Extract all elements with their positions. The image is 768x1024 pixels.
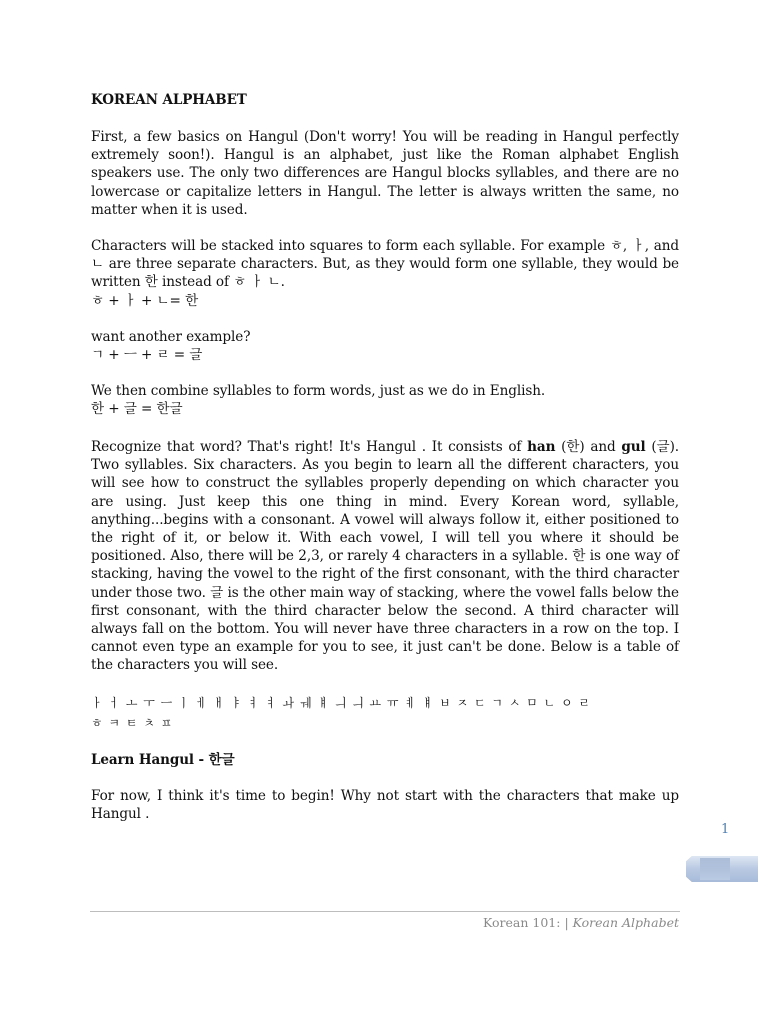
paragraph-begin: For now, I think it's time to begin! Why not start with the characters that make up Hangul .: [91, 787, 679, 822]
jamo-table-row-1: ㅏ ㅓ ㅗ ㅜ ㅡ ㅣ ㅔ ㅐ ㅑ ㅕ ㅕ ㅘ ㅞ ㅒ ㅢ ㅢ ㅛ ㅠ ㅖ ㅒ ㅂ ㅈ ㄷ ㄱ ㅅ ㅁ ㄴ ㅇ ㄹ: [91, 695, 591, 710]
section-title-learn-hangul: Learn Hangul - 한글: [91, 751, 235, 768]
document-heading: KOREAN ALPHABET: [91, 92, 247, 108]
page-tab-inner-decoration: [700, 858, 730, 880]
footer: [90, 915, 679, 931]
paragraph-intro: First, a few basics on Hangul (Don't worry! You will be reading in Hangul perfectly extremely soon!). Hangul is an alphabet, just like the Roman alphabet English speakers use. The only two differences are Hangul blocks syllables, and there are no lowercase or capitalize letters in Hangul. The letter is always written the same, no matter when it is used.: [91, 129, 679, 218]
paragraph-recognize-part-b: (한) and: [555, 439, 622, 456]
paragraph-recognize-part-a: Recognize that word? That's right! It's Hangul . It consists of: [91, 439, 528, 456]
footer-separator: |: [564, 915, 569, 930]
paragraph-combine: We then combine syllables to form words, just as we do in English.: [91, 382, 546, 399]
document-body: [91, 92, 679, 823]
paragraph-another-example: want another example?: [91, 328, 251, 345]
formula-hangul: 한 + 글 = 한글: [91, 401, 183, 418]
footer-divider: [90, 911, 680, 912]
bold-han: han: [527, 439, 556, 456]
paragraph-recognize: [91, 438, 679, 675]
page-number: 1: [721, 822, 730, 837]
formula-geul: ㄱ + ㅡ + ㄹ = 글: [91, 346, 203, 363]
paragraph-stacking: Characters will be stacked into squares to form each syllable. For example ㅎ, ㅏ, and ㄴ are three separate characters. But, as they would form one syllable, they would be written 한 instead of ㅎ ㅏ ㄴ.: [91, 238, 679, 291]
bold-gul: gul: [621, 439, 646, 456]
footer-course: Korean 101:: [482, 915, 561, 930]
paragraph-recognize-part-c: (글). Two syllables. Six characters. As you begin to learn all the different characters, you will see how to construct the syllables properly depending on which character you are using. Just keep this one thing in mind. Every Korean word, syllable, anything...begins with a consonant. A vowel will always follow it, either positioned to the right of it, or below it. With each vowel, I will tell you where it should be positioned. Also, there will be 2,3, or rarely 4 characters in a syllable. 한 is one way of stacking, having the vowel to the right of the first consonant, with the third character under those two. 글 is the other main way of stacking, where the vowel falls below the first consonant, with the third character below the second. A third character will always fall on the bottom. You will never have three characters in a row on the top. I cannot even type an example for you to see, it just can't be done. Below is a table of the characters you will see.: [91, 439, 679, 674]
footer-chapter: Korean Alphabet: [572, 915, 679, 930]
formula-han: ㅎ + ㅏ + ㄴ= 한: [91, 292, 199, 309]
jamo-table-row-2: ㅎ ㅋ ㅌ ㅊ ㅍ: [91, 715, 174, 730]
